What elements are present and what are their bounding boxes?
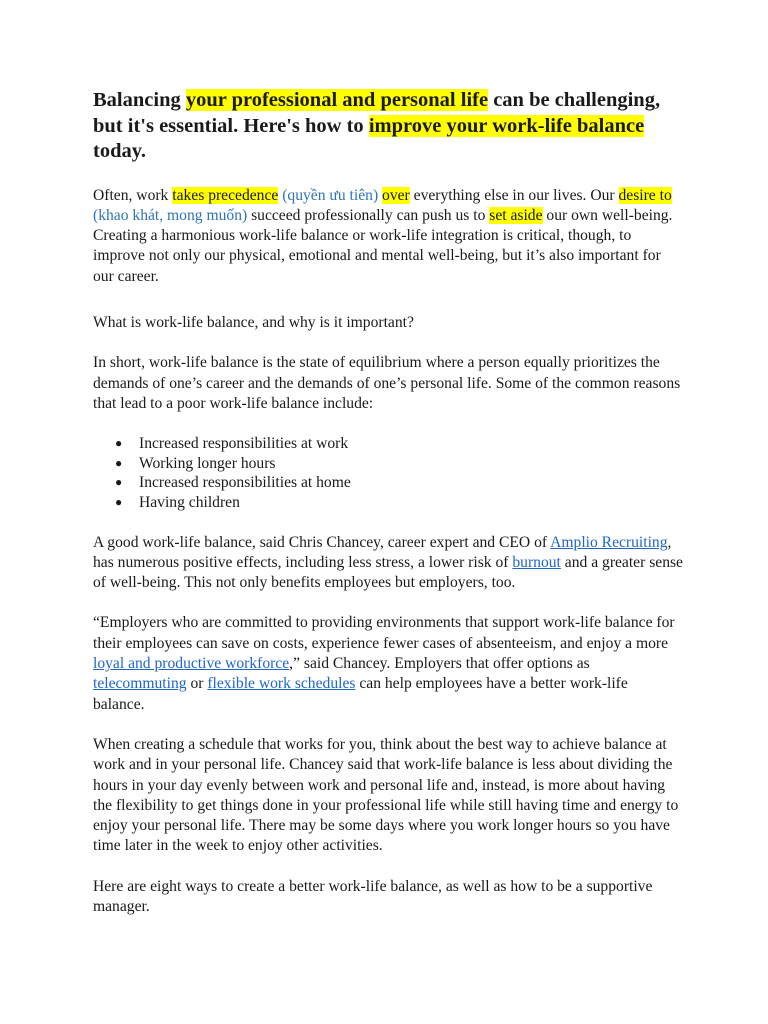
telecommuting-link[interactable]: telecommuting bbox=[93, 675, 187, 693]
bullet-icon: ● bbox=[115, 494, 123, 509]
paragraph-text: , has numerous positive effects, including less stress, a lower risk of bbox=[93, 533, 672, 571]
headline-text: today. bbox=[93, 140, 146, 162]
list-item bbox=[115, 473, 683, 493]
list-item bbox=[115, 434, 683, 454]
paragraph-text: ,” said Chancey. Employers that offer options as bbox=[289, 655, 590, 673]
loyal-workforce-link[interactable]: loyal and productive workforce bbox=[93, 655, 290, 673]
paragraph-text: and a greater sense of well-being. This not only benefits employees but employers, too. bbox=[93, 553, 683, 592]
intro-highlight: set aside bbox=[489, 206, 543, 224]
section-question: What is work-life balance, and why is it important? bbox=[93, 313, 414, 331]
reasons-list bbox=[93, 434, 683, 512]
chancey-paragraph bbox=[93, 533, 683, 594]
quote-paragraph bbox=[93, 613, 683, 714]
list-item-text: Having children bbox=[139, 493, 240, 511]
intro-highlight: desire to bbox=[618, 186, 672, 204]
schedule-paragraph: When creating a schedule that works for you, think about the best way to achieve balance at work and in your personal life. Chancey said that work-life balance is less about dividing the hours in your day evenly between work and personal life and, instead, is more about having the flexibility to get things done in your professional life while still having time and energy to enjoy your personal life. There may be some days where you work longer hours so you have time later in the week to enjoy other activities. bbox=[93, 735, 679, 855]
vietnamese-note: (khao khát, mong muốn) bbox=[93, 206, 248, 224]
list-item bbox=[115, 493, 683, 513]
flexible-schedules-link[interactable]: flexible work schedules bbox=[207, 675, 356, 693]
headline-highlight: your professional and personal life bbox=[185, 89, 489, 111]
closing-paragraph: Here are eight ways to create a better work-life balance, as well as how to be a supportive manager. bbox=[93, 877, 653, 915]
headline-text: can be challenging, but it's essential. Here's how to bbox=[93, 89, 661, 137]
intro-highlight: takes precedence bbox=[172, 186, 279, 204]
intro-text: Often, work bbox=[93, 186, 173, 204]
article-body bbox=[93, 88, 683, 937]
paragraph-text: can help employees have a better work-life balance. bbox=[93, 675, 628, 713]
bullet-icon: ● bbox=[115, 436, 123, 451]
amplio-recruiting-link[interactable]: Amplio Recruiting bbox=[550, 533, 668, 551]
list-item bbox=[115, 454, 683, 474]
intro-text: everything else in our lives. Our bbox=[409, 186, 619, 204]
definition-paragraph: In short, work-life balance is the state of equilibrium where a person equally prioritizes the demands of one’s career and the demands of one’s personal life. Some of the common reasons that lead to a poor work-life balance include: bbox=[93, 354, 681, 412]
intro-text: succeed professionally can push us to bbox=[247, 206, 490, 224]
list-item-text: Increased responsibilities at work bbox=[139, 435, 349, 453]
bullet-icon: ● bbox=[115, 455, 123, 470]
burnout-link[interactable]: burnout bbox=[512, 553, 561, 571]
intro-paragraph bbox=[93, 186, 683, 287]
list-item-text: Working longer hours bbox=[139, 454, 276, 472]
intro-text: our own well-being. Creating a harmonious work-life balance or work-life integration is critical, though, to improve not only our physical, emotional and mental well-being, but it’s also important for our career. bbox=[93, 206, 673, 285]
article-headline bbox=[93, 88, 683, 165]
paragraph-text: A good work-life balance, said Chris Chancey, career expert and CEO of bbox=[93, 533, 551, 551]
intro-highlight: over bbox=[382, 186, 410, 204]
vietnamese-note: (quyền ưu tiên) bbox=[278, 186, 383, 204]
paragraph-text: or bbox=[186, 675, 208, 693]
list-item-text: Increased responsibilities at home bbox=[139, 474, 351, 492]
bullet-icon: ● bbox=[115, 475, 123, 490]
headline-highlight: improve your work-life balance bbox=[368, 114, 645, 137]
paragraph-text: “Employers who are committed to providing environments that support work-life balance for their employees can save on costs, experience fewer cases of absenteeism, and enjoy a more bbox=[93, 614, 675, 652]
headline-text: Balancing bbox=[93, 89, 186, 111]
